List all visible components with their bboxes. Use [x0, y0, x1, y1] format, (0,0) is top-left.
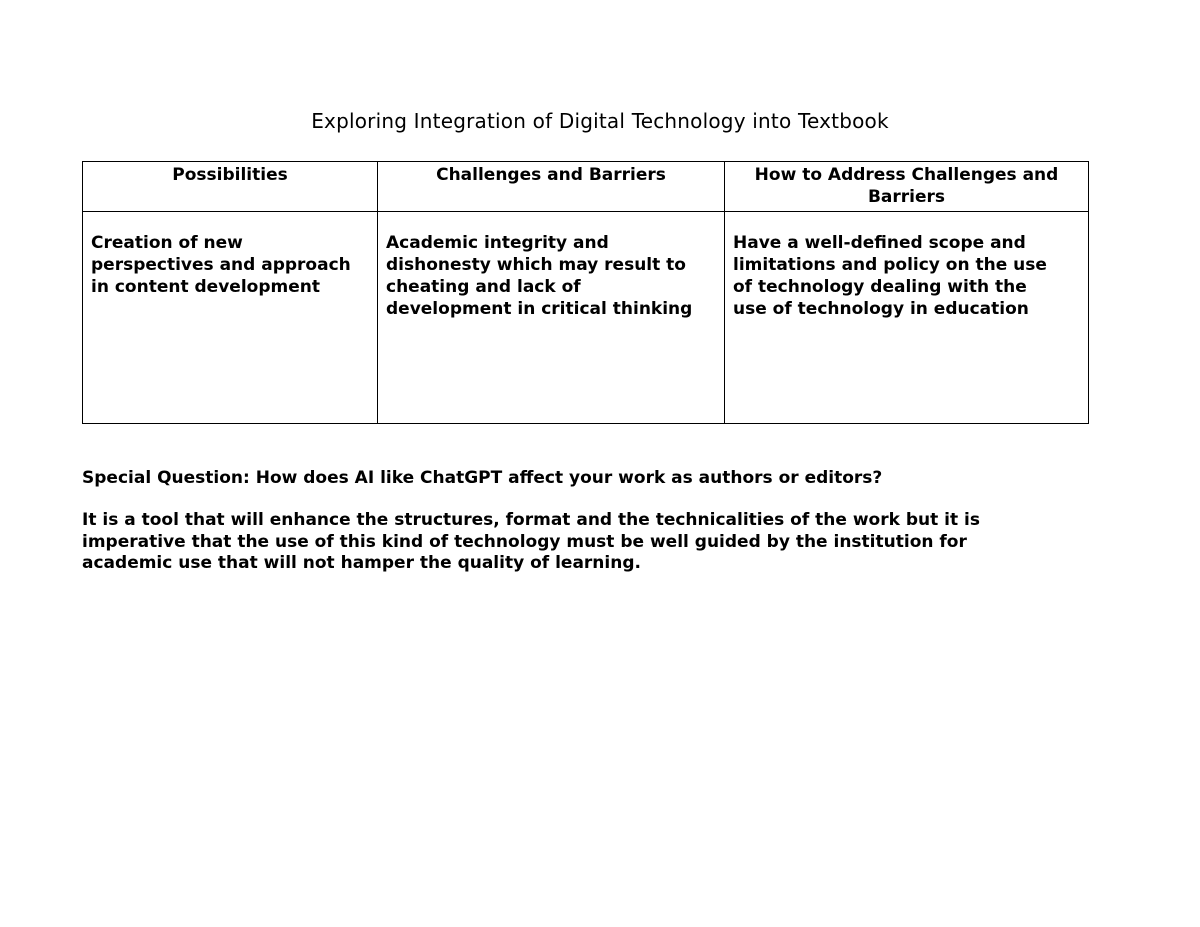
cell-solution [725, 212, 1089, 424]
cell-possibility [83, 212, 378, 424]
header-possibilities [83, 162, 378, 212]
cell-challenge-text: Academic integrity and dishonesty which may result to cheating and lack of development in critical thinking [386, 233, 693, 319]
cell-challenge [378, 212, 725, 424]
integration-table [82, 161, 1089, 424]
special-question: Special Question: How does AI like ChatGPT affect your work as authors or editors? [82, 468, 883, 488]
table-header-row [83, 162, 1089, 212]
header-possibilities-label: Possibilities [172, 165, 288, 185]
table-row [83, 212, 1089, 424]
header-challenges-label: Challenges and Barriers [436, 165, 666, 185]
cell-possibility-text: Creation of new perspectives and approach in content development [91, 233, 351, 297]
header-address-challenges [725, 162, 1089, 212]
cell-solution-text: Have a well-defined scope and limitations and policy on the use of technology dealing with the use of technology in education [733, 233, 1047, 319]
header-challenges [378, 162, 725, 212]
header-address-challenges-label: How to Address Challenges and Barriers [754, 165, 1059, 207]
special-question-answer: It is a tool that will enhance the structures, format and the technicalities of the work but it is imperative that the use of this kind of technology must be well guided by the institution for academic use that will not hamper the quality of learning. [82, 510, 980, 573]
document-title: Exploring Integration of Digital Technology into Textbook [311, 109, 889, 133]
